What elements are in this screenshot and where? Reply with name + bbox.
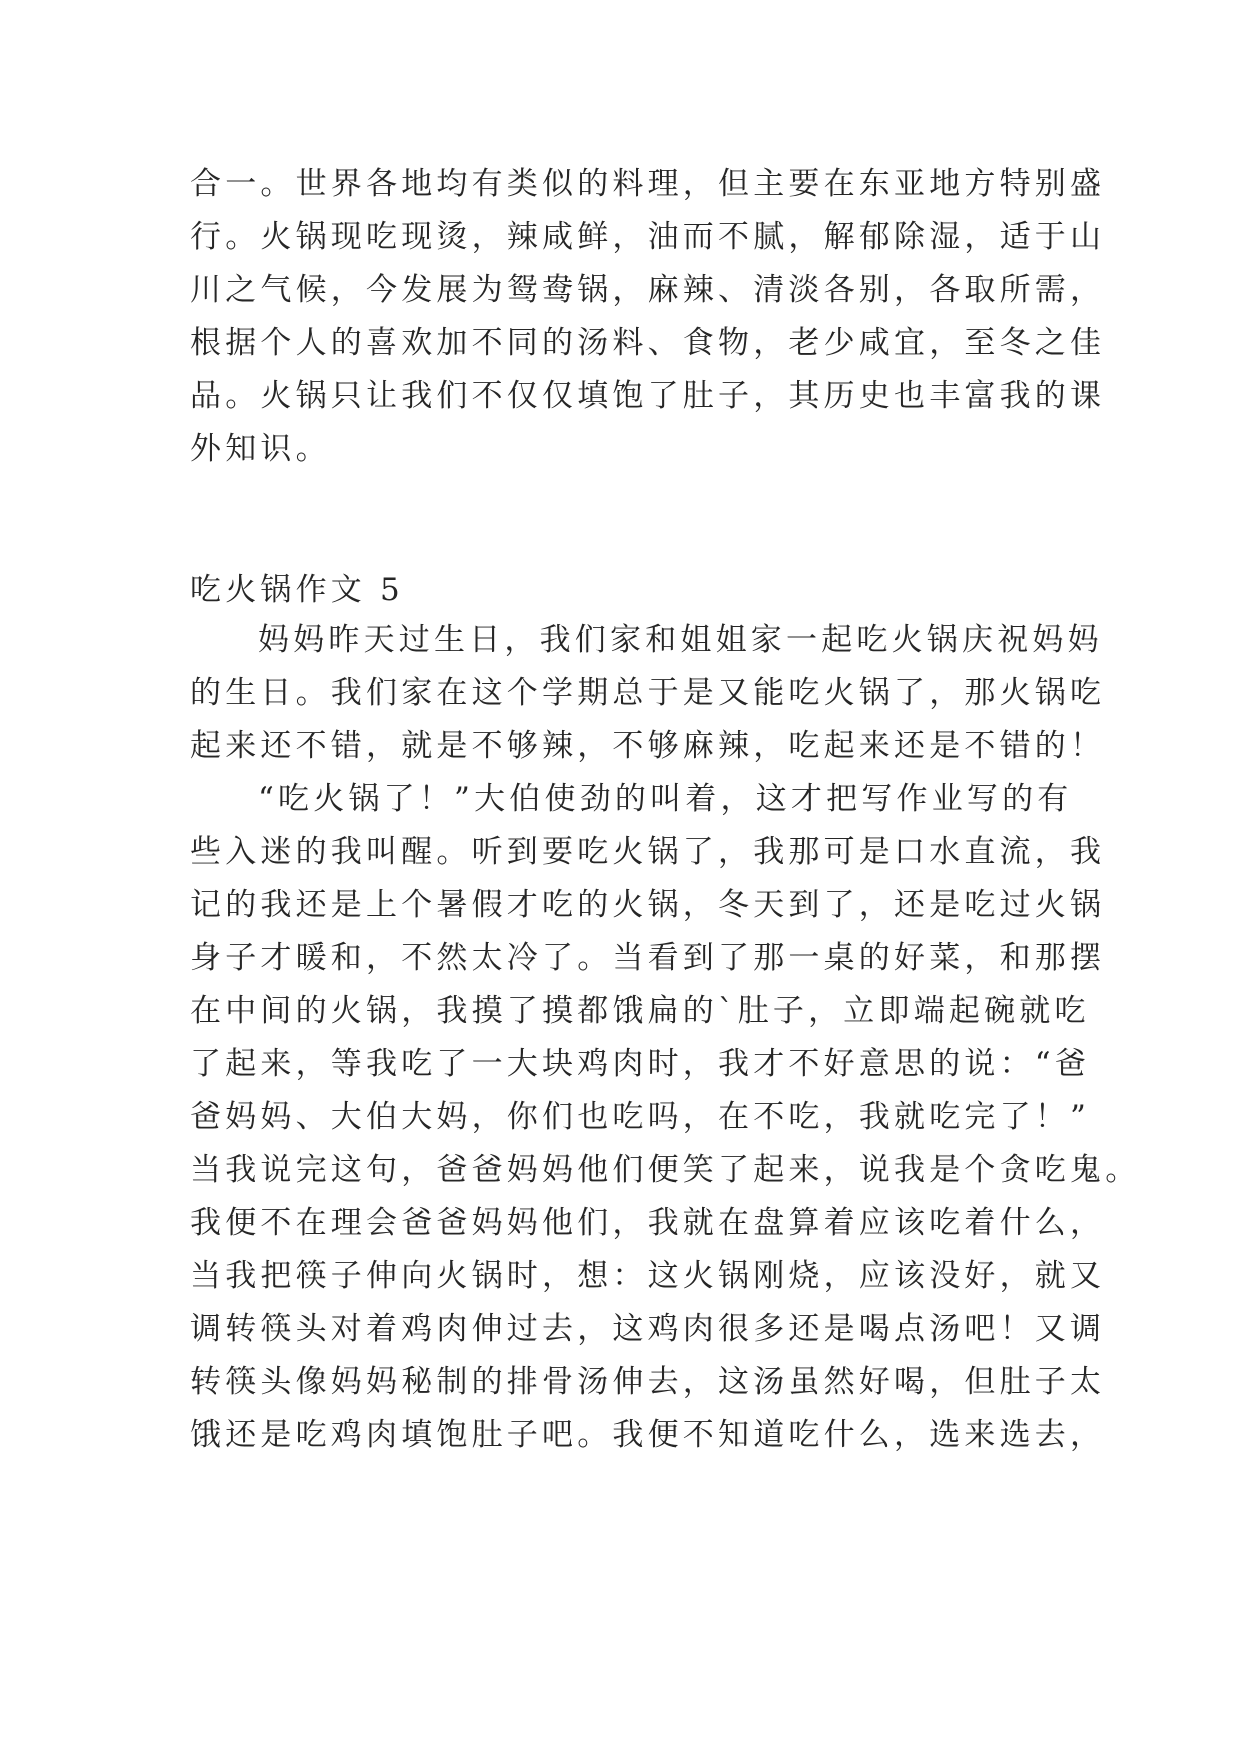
document-page (190, 158, 1141, 1462)
text-line: 行。火锅现吃现烫，辣咸鲜，油而不腻，解郁除湿，适于山 (190, 219, 1106, 255)
text-line: “吃火锅了！”大伯使劲的叫着，这才把写作业写的有 (258, 781, 1073, 817)
paragraph-history (190, 158, 1106, 476)
paragraph-dinner (190, 773, 1141, 1462)
text-line: 爸妈妈、大伯大妈，你们也吃吗，在不吃，我就吃完了！” (190, 1099, 1091, 1135)
text-line: 当我把筷子伸向火锅时，想：这火锅刚烧，应该没好，就又 (190, 1258, 1106, 1294)
text-line: 些入迷的我叫醒。听到要吃火锅了，我那可是口水直流，我 (190, 834, 1106, 870)
text-line: 起来还不错，就是不够辣，不够麻辣，吃起来还是不错的！ (190, 728, 1106, 764)
paragraph-birthday (190, 614, 1106, 773)
text-line: 妈妈昨天过生日，我们家和姐姐家一起吃火锅庆祝妈妈 (258, 622, 1103, 658)
text-line: 根据个人的喜欢加不同的汤料、食物，老少咸宜，至冬之佳 (190, 325, 1106, 361)
text-line: 了起来，等我吃了一大块鸡肉时，我才不好意思的说：“爸 (190, 1046, 1091, 1082)
text-line: 品。火锅只让我们不仅仅填饱了肚子，其历史也丰富我的课 (190, 378, 1106, 414)
section-heading: 吃火锅作文 5 (190, 572, 404, 608)
text-line: 外知识。 (190, 431, 331, 467)
text-line: 在中间的火锅，我摸了摸都饿扁的`肚子，立即端起碗就吃 (190, 993, 1090, 1029)
text-line: 转筷头像妈妈秘制的排骨汤伸去，这汤虽然好喝，但肚子太 (190, 1364, 1106, 1400)
text-line: 调转筷头对着鸡肉伸过去，这鸡肉很多还是喝点汤吧！又调 (190, 1311, 1106, 1347)
text-line: 当我说完这句，爸爸妈妈他们便笑了起来，说我是个贪吃鬼。 (190, 1152, 1141, 1188)
text-line: 我便不在理会爸爸妈妈他们，我就在盘算着应该吃着什么， (190, 1205, 1106, 1241)
text-line: 身子才暖和，不然太冷了。当看到了那一桌的好菜，和那摆 (190, 940, 1106, 976)
text-line: 川之气候，今发展为鸳鸯锅，麻辣、清淡各别，各取所需， (190, 272, 1106, 308)
paragraph-gap (190, 476, 1060, 566)
text-line: 合一。世界各地均有类似的料理，但主要在东亚地方特别盛 (190, 166, 1106, 202)
text-line: 记的我还是上个暑假才吃的火锅，冬天到了，还是吃过火锅 (190, 887, 1106, 923)
text-line: 饿还是吃鸡肉填饱肚子吧。我便不知道吃什么，选来选去， (190, 1417, 1106, 1453)
text-line: 的生日。我们家在这个学期总于是又能吃火锅了，那火锅吃 (190, 675, 1106, 711)
